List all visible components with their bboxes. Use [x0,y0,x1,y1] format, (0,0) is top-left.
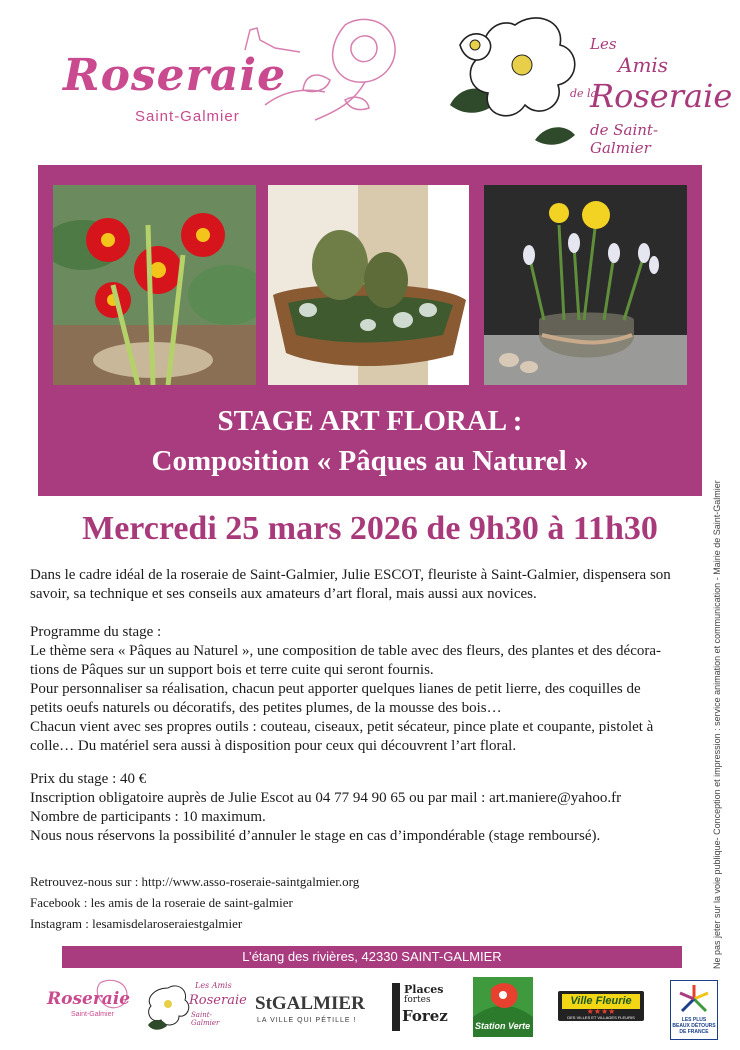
event-date: Mercredi 25 mars 2026 de 9h30 à 11h30 [82,510,658,547]
partner-roseraie-logo [45,975,135,1040]
programme-line: Le thème sera « Pâques au Naturel », une composition de table avec des fleurs, des plantes et des décora- [30,643,662,659]
price-line: Prix du stage : 40 € [30,771,147,787]
partner-roseraie-sub: Saint-Galmier [71,1011,114,1018]
stage-banner [38,165,702,496]
links-section [30,871,720,934]
programme-line: Chacun vient avec ses propres outils : couteau, ciseaux, petit sécateur, pince plate et coupante, pistolet à [30,719,654,735]
partner-station-verte-logo [473,975,535,1040]
intro-line: Dans le cadre idéal de la roseraie de Saint-Galmier, Julie ESCOT, fleuriste à Saint-Galmier, dispensera son [30,567,671,583]
roseraie-logo [55,10,405,140]
st-galmier-name: StGALMIER [255,993,365,1014]
side-legal-note: Ne pas jeter sur la voie publique- Conception et impression : service animation et communication - Mairie de Saint-Galmier [712,480,722,969]
website-link[interactable]: Retrouvez-nous sur : http://www.asso-roseraie-saintgalmier.org [30,874,360,889]
amis-logo-line4: Roseraie [590,77,733,115]
inscription-line: Inscription obligatoire auprès de Julie Escot au 04 77 94 90 65 ou par mail : art.maniere@yahoo.fr [30,790,622,806]
amis-logo-line1: Les [590,35,617,53]
partner-st-galmier-logo [255,975,365,1040]
amis-logo-line3: de la [570,87,598,100]
banner-title-line2: Composition « Pâques au Naturel » [151,445,589,477]
ville-fleurie-label: Ville Fleurie [570,995,632,1007]
facebook-link[interactable]: Facebook : les amis de la roseraie de saint-galmier [30,895,293,910]
partner-places-fortes-logo [388,975,448,1040]
roseraie-subtitle: Saint-Galmier [135,108,240,125]
programme-heading: Programme du stage : [30,624,162,640]
beaux-detours-line1: LES PLUS [681,1017,707,1023]
roseraie-wordmark: Roseraie [63,50,287,101]
cancellation-line: Nous nous réservons la possibilité d’annuler le stage en cas d’impondérable (stage remboursé). [30,828,601,844]
intro-line: savoir, sa technique et ses conseils aux amateurs d’art floral, mais aussi aux novices. [30,586,537,602]
places-fortes-line2: fortes [404,995,431,1005]
partner-beaux-detours-logo [668,975,720,1040]
programme-line: colle… Du matériel sera aussi à disposition pour ceux qui découvrent l’art floral. [30,738,517,754]
partner-amis-line1: Les Amis [195,981,232,990]
amis-roseraie-logo [440,5,733,157]
intro-paragraph [30,566,720,604]
primevere-photo [53,185,256,385]
participants-line: Nombre de participants : 10 maximum. [30,809,266,825]
amis-logo-line2: Amis [618,53,669,77]
partner-amis-line3: Saint-Galmier [191,1011,220,1027]
white-rose-icon [143,980,193,1035]
st-galmier-tagline: LA VILLE QUI PÉTILLE ! [257,1017,357,1024]
address-bar: L’étang des rivières, 42330 SAINT-GALMIER [62,946,682,968]
programme-line: tions de Pâques sur un support bois et terre cuite qui seront fournis. [30,662,434,678]
infos-section [30,770,720,846]
programme-line: petits oeufs naturels ou décoratifs, des petites plumes, de la mousse des bois… [30,700,502,716]
amis-logo-line5: de Saint-Galmier [590,121,659,157]
station-verte-label: Station Verte [475,1021,531,1031]
partner-amis-line2: Roseraie [189,993,247,1008]
places-fortes-line1: Places [404,983,444,996]
instagram-link[interactable]: Instagram : lesamisdelaroseraiestgalmier [30,916,243,931]
banner-title-line1: STAGE ART FLORAL : [217,405,523,437]
white-rose-drawing-icon [440,5,590,155]
tower-icon [392,983,400,1031]
beaux-detours-line2: BEAUX DÉTOURS [672,1023,716,1029]
beaux-detours-line3: DE FRANCE [679,1029,709,1035]
places-fortes-line3: Forez [402,1007,448,1025]
partner-roseraie-word: Roseraie [47,989,131,1009]
centre-de-table-oeufs-photo [268,185,469,385]
flower-star-icon [674,983,714,1015]
ville-fleurie-tagline: DES VILLES ET VILLAGES FLEURIS [567,1015,635,1020]
jonquilles-muscaris-photo [484,185,687,385]
programme-section [30,623,720,756]
partner-ville-fleurie-logo [558,975,646,1040]
partner-amis-logo [143,975,247,1040]
ville-fleurie-stars: ★★★★ [586,1007,616,1016]
programme-line: Pour personnaliser sa réalisation, chacun peut apporter quelques lianes de petit lierre, des coquilles de [30,681,641,697]
